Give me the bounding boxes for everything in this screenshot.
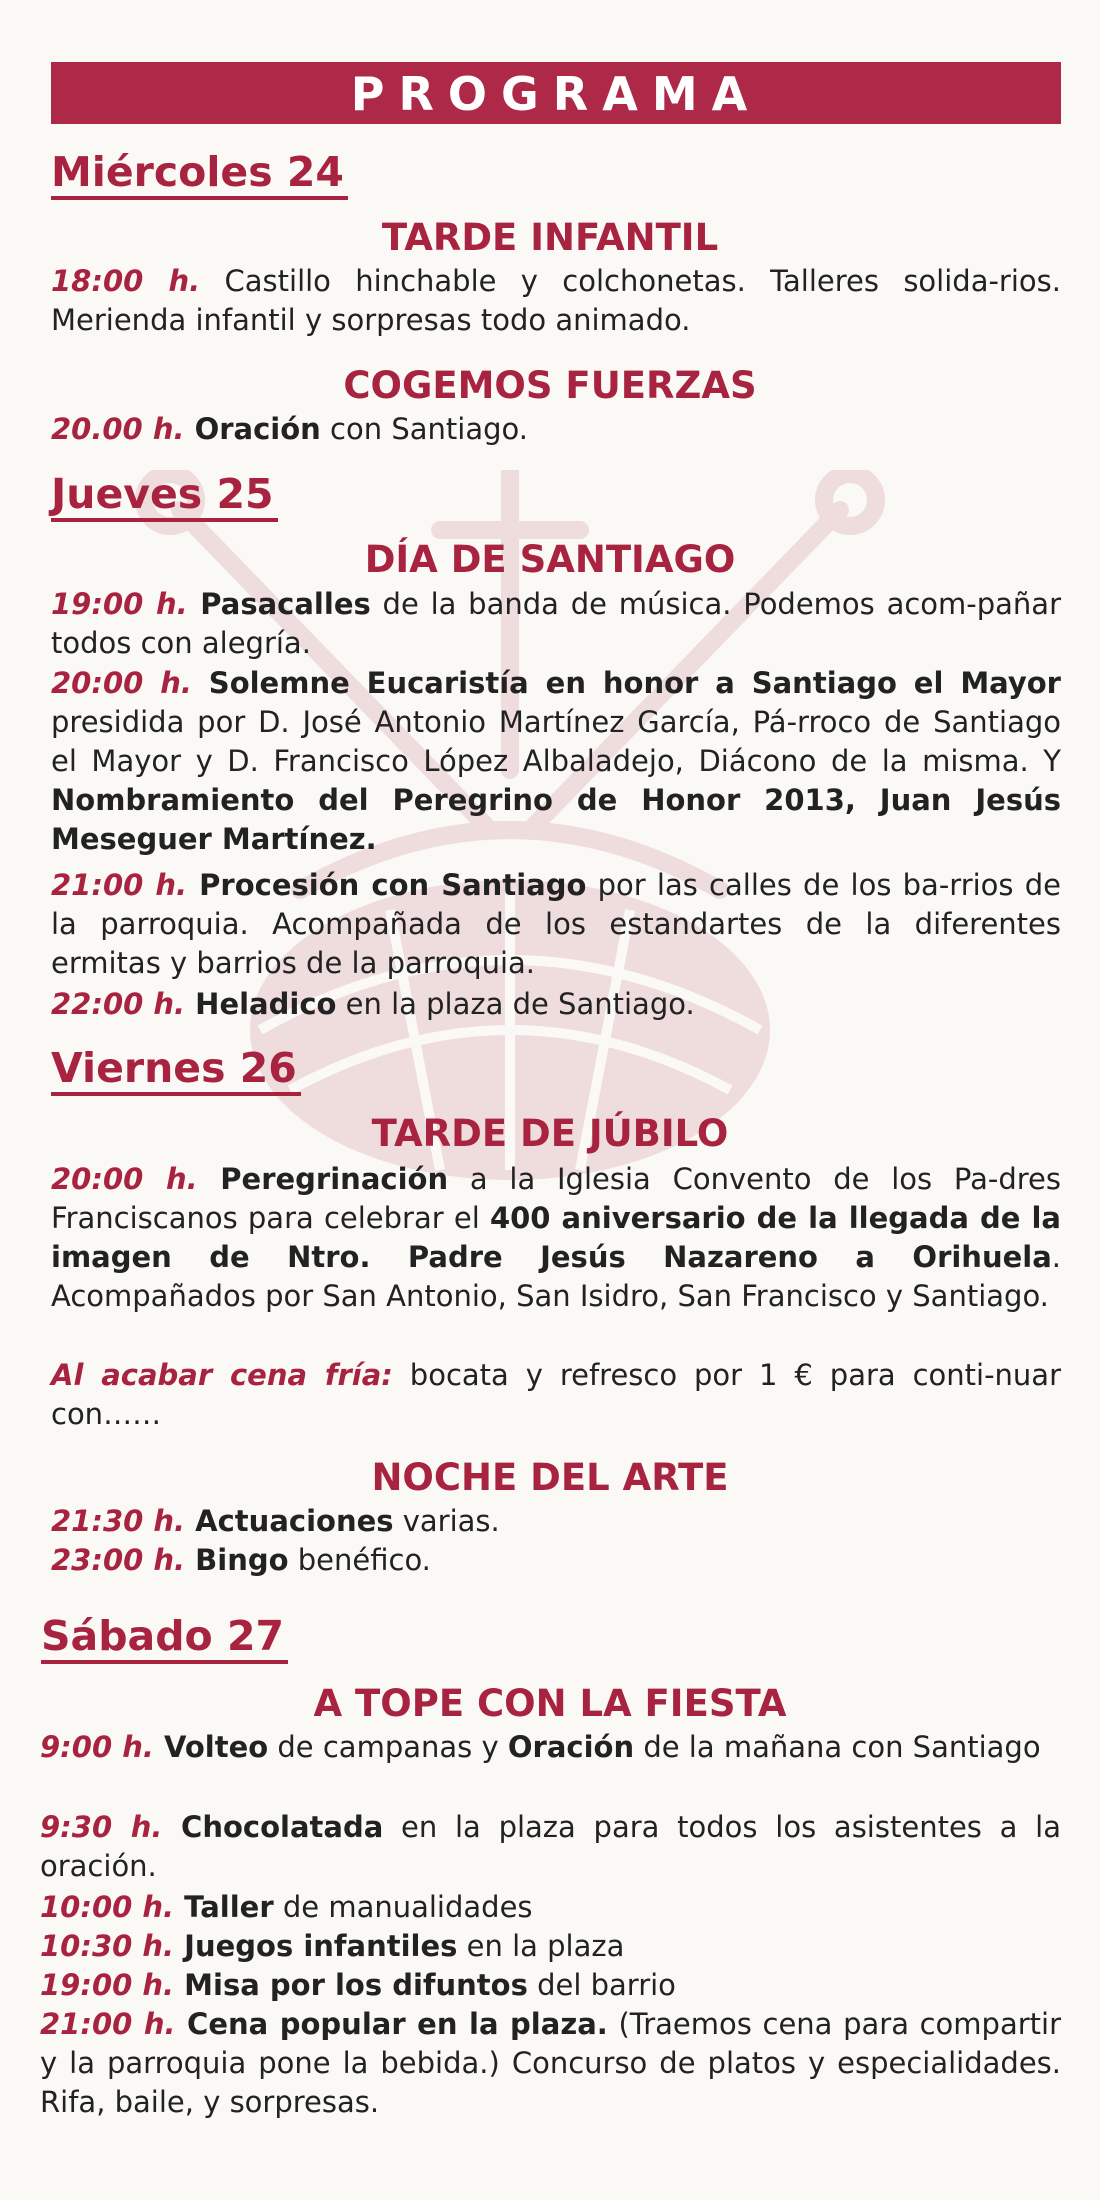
entry-bold: Solemne Eucaristía en honor a Santiago el Mayor [191, 666, 1061, 700]
entry-bold: Cena popular en la plaza. [175, 2007, 608, 2041]
entry-bold: 400 aniversario de la llegada de la imagen de Ntro. Padre Jesús Nazareno a Orihuela [51, 1201, 1062, 1274]
entry-text: del barrio [527, 1968, 676, 2002]
schedule-entry [40, 2005, 1061, 2122]
entry-time: 18:00 h. [51, 264, 201, 298]
schedule-entry [51, 985, 1061, 1024]
entry-time: 10:30 h. [40, 1929, 175, 1963]
entry-text: presidida por D. José Antonio Martínez García, Pá-rroco de Santiago el Mayor y D. Francisco López Albaladejo, Diácono de la misma. Y [51, 705, 1061, 778]
entry-bold: Procesión con Santiago [187, 868, 587, 902]
day-heading-wednesday: Miércoles 24 [51, 148, 348, 200]
entry-bold: Peregrinación [197, 1162, 449, 1196]
entry-bold: Oración [507, 1730, 635, 1764]
entry-text: por las calles de los ba-rrios de la parroquia. Acompañada de los estandartes de la diferentes ermitas y barrios de la parroquia. [51, 868, 1061, 980]
entry-time: 21:00 h. [40, 2007, 176, 2041]
entry-text: varias. [393, 1504, 500, 1538]
entry-text: de la banda de música. Podemos acom-pañar todos con alegría. [51, 587, 1061, 660]
entry-text: con Santiago. [320, 412, 528, 446]
entry-bold: Taller [174, 1890, 274, 1924]
entry-time: 20:00 h. [51, 666, 192, 700]
schedule-entry [51, 410, 1061, 449]
entry-text: (Traemos cena para compartir y la parroquia pone la bebida.) Concurso de platos y especialidades. Rifa, baile, y sorpresas. [40, 2007, 1062, 2119]
schedule-entry [51, 1160, 1061, 1316]
entry-text: a la Iglesia Convento de los Pa-dres Franciscanos para celebrar el [51, 1162, 1061, 1235]
entry-bold: Juegos infantiles [174, 1929, 458, 1963]
schedule-entry [40, 1927, 1061, 1966]
entry-time: 21:30 h. [51, 1504, 186, 1538]
section-title-noche-del-arte: NOCHE DEL ARTE [371, 1456, 729, 1499]
entry-time: 22:00 h. [51, 987, 186, 1021]
section-title-tarde-de-jubilo: TARDE DE JÚBILO [371, 1112, 729, 1155]
schedule-entry [51, 1356, 1061, 1434]
schedule-entry [51, 1541, 1061, 1580]
section-title-cogemos-fuerzas: COGEMOS FUERZAS [343, 364, 757, 407]
entry-text: benéfico. [288, 1543, 431, 1577]
schedule-entry [40, 1966, 1061, 2005]
entry-bold: Oración [184, 412, 321, 446]
entry-time: 19:00 h. [51, 587, 188, 621]
entry-time: 19:00 h. [40, 1968, 175, 2002]
entry-time: 9:00 h. [40, 1730, 154, 1764]
entry-text: bocata y refresco por 1 € para conti-nuar con…… [51, 1358, 1062, 1431]
entry-time: 23:00 h. [51, 1543, 186, 1577]
entry-bold: Actuaciones [185, 1504, 394, 1538]
schedule-entry [51, 262, 1061, 340]
schedule-entry [40, 1808, 1061, 1886]
entry-bold: Volteo [153, 1730, 269, 1764]
entry-bold: Bingo [185, 1543, 289, 1577]
entry-bold: Misa por los difuntos [174, 1968, 528, 2002]
entry-bold: Heladico [185, 987, 337, 1021]
entry-bold: Nombramiento del Peregrino de Honor 2013, Juan Jesús Meseguer Martínez. [51, 783, 1061, 856]
entry-bold: Chocolatada [162, 1810, 384, 1844]
entry-time: 10:00 h. [40, 1890, 175, 1924]
day-heading-saturday: Sábado 27 [41, 1612, 288, 1664]
day-heading-friday: Viernes 26 [51, 1044, 301, 1096]
entry-time: 21:00 h. [51, 868, 188, 902]
entry-text: en la plaza de Santiago. [336, 987, 695, 1021]
entry-text: . Acompañados por San Antonio, San Isidro, San Francisco y Santiago. [51, 1240, 1061, 1313]
section-title-dia-de-santiago: DÍA DE SANTIAGO [364, 538, 736, 581]
schedule-entry [51, 866, 1061, 983]
schedule-entry [51, 585, 1061, 663]
entry-text: de manualidades [273, 1890, 533, 1924]
section-title-a-tope-con-la-fiesta: A TOPE CON LA FIESTA [313, 1682, 787, 1725]
entry-text: en la plaza para todos los asistentes a la oración. [40, 1810, 1061, 1883]
day-heading-thursday: Jueves 25 [51, 470, 278, 522]
schedule-entry [51, 1502, 1061, 1541]
schedule-entry [51, 664, 1061, 859]
entry-time: Al acabar cena fría: [51, 1358, 393, 1392]
entry-text: de la mañana con Santiago [634, 1730, 1041, 1764]
entry-text: en la plaza [457, 1929, 625, 1963]
entry-time: 9:30 h. [40, 1810, 163, 1844]
entry-time: 20.00 h. [51, 412, 185, 446]
schedule-entry [40, 1888, 1061, 1927]
schedule-entry [40, 1728, 1061, 1767]
entry-text: de campanas y [268, 1730, 508, 1764]
entry-time: 20:00 h. [51, 1162, 198, 1196]
program-banner [51, 62, 1061, 124]
banner-title: PROGRAMA [350, 67, 762, 121]
section-title-tarde-infantil: TARDE INFANTIL [381, 216, 719, 259]
entry-text: Castillo hinchable y colchonetas. Talleres solida-rios. Merienda infantil y sorpresas todo animado. [51, 264, 1061, 337]
entry-bold: Pasacalles [187, 587, 371, 621]
